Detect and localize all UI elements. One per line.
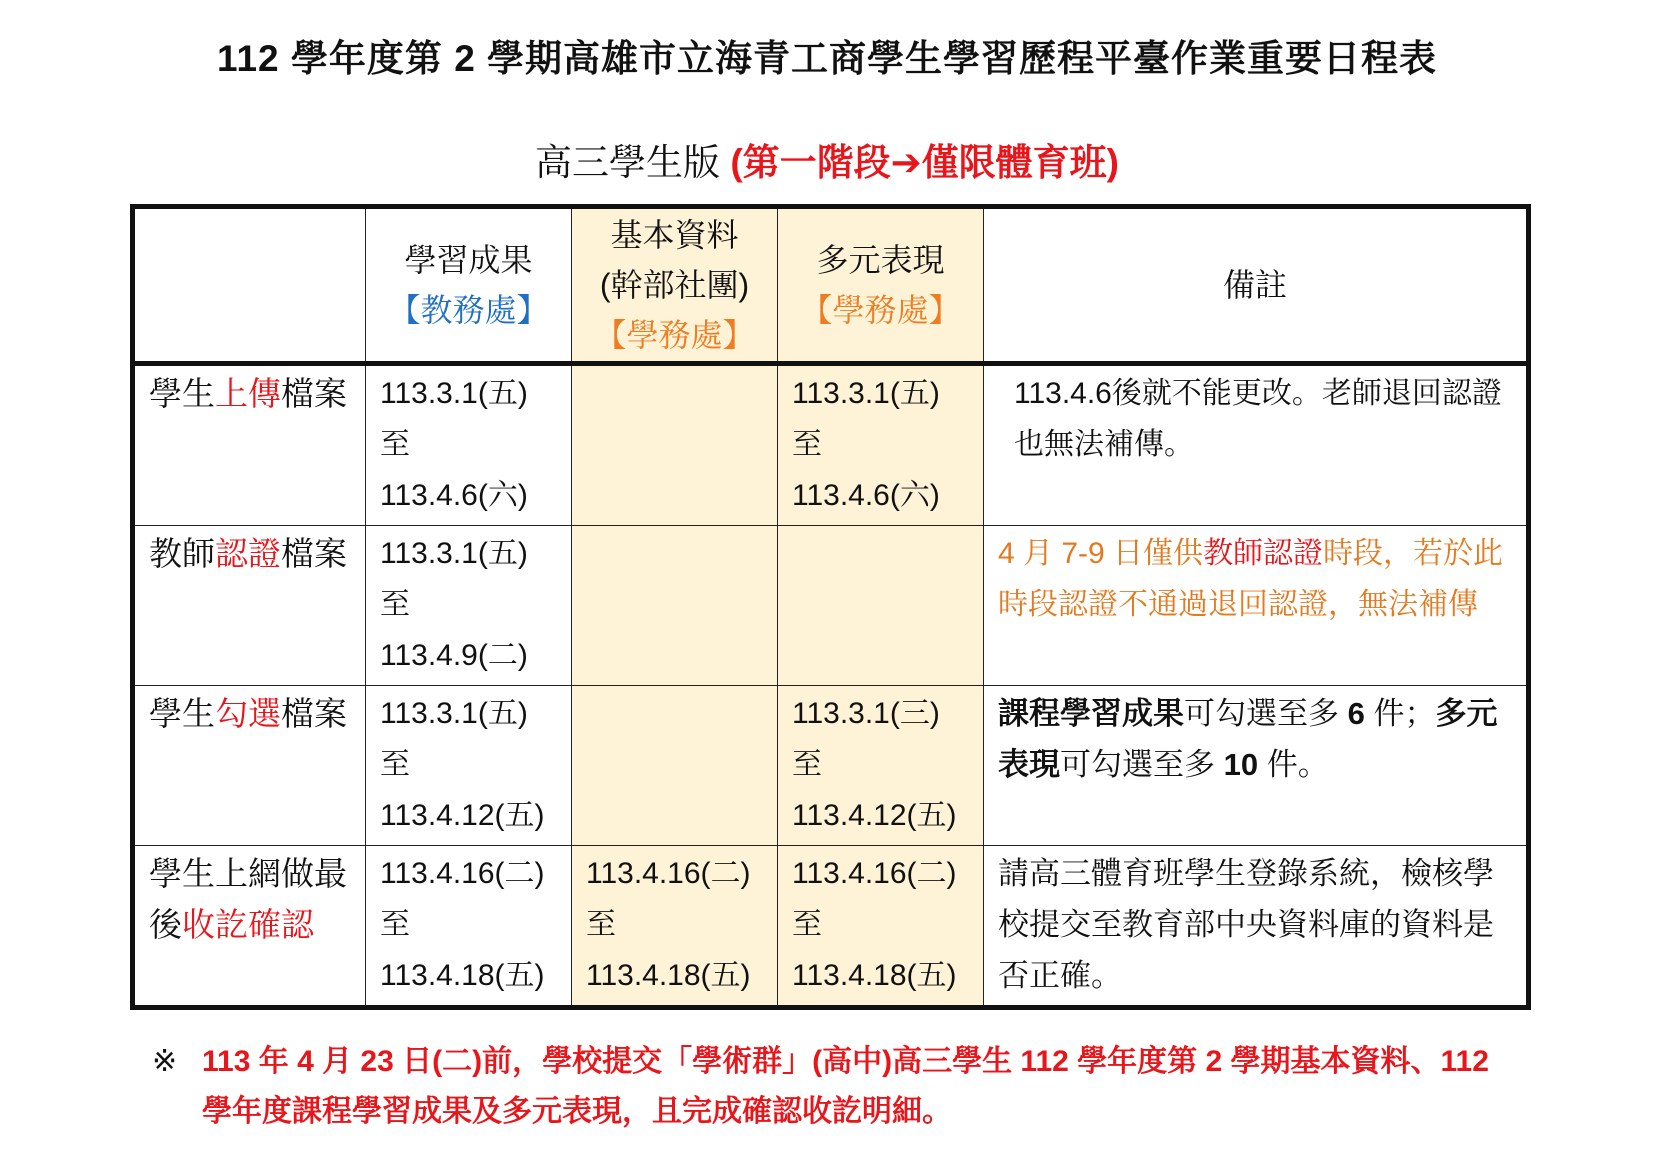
note-cell: 請高三體育班學生登錄系統，檢核學校提交至教育部中央資料庫的資料是否正確。 bbox=[984, 846, 1529, 1008]
row-label-pre: 學生 bbox=[149, 695, 215, 732]
table-row bbox=[133, 364, 1529, 526]
date-start: 113.3.1(三) bbox=[792, 697, 940, 730]
header-notes: 備註 bbox=[984, 207, 1529, 364]
header-diverse-label: 多元表現 bbox=[816, 242, 945, 278]
learning-date-cell bbox=[366, 846, 572, 1008]
header-learning bbox=[366, 207, 572, 364]
note-text-2: 件； bbox=[1364, 696, 1436, 731]
header-learning-label: 學習成果 bbox=[404, 242, 533, 278]
note-bold-1: 課程學習成果 bbox=[998, 696, 1184, 731]
row-label-highlight: 認證 bbox=[215, 535, 281, 572]
date-start: 113.4.16(二) bbox=[380, 857, 545, 890]
header-basic-line1: 基本資料 bbox=[610, 217, 739, 253]
subtitle-main: 高三學生版 bbox=[535, 142, 731, 183]
date-to: 至 bbox=[380, 428, 410, 461]
diverse-date-cell bbox=[778, 526, 984, 686]
date-to: 至 bbox=[792, 748, 822, 781]
basic-date-cell bbox=[572, 526, 778, 686]
row-label-pre: 教師 bbox=[149, 535, 215, 572]
note-text-1: 可勾選至多 bbox=[1184, 696, 1348, 731]
row-label-post: 檔案 bbox=[281, 375, 347, 412]
learning-date-cell bbox=[366, 364, 572, 526]
diverse-date-cell bbox=[778, 846, 984, 1008]
row-label-pre: 學生 bbox=[149, 375, 215, 412]
row-label bbox=[133, 364, 366, 526]
header-diverse bbox=[778, 207, 984, 364]
date-to: 至 bbox=[792, 428, 822, 461]
schedule-table bbox=[130, 204, 1531, 1010]
row-label bbox=[133, 686, 366, 846]
header-row bbox=[133, 207, 1529, 364]
header-learning-office: 【教務處】 bbox=[388, 292, 549, 328]
note-cell bbox=[984, 686, 1529, 846]
header-diverse-office: 【學務處】 bbox=[800, 292, 961, 328]
note-cell bbox=[984, 526, 1529, 686]
date-end: 113.4.6(六) bbox=[792, 479, 940, 512]
footnote-text: 113 年 4 月 23 日(二)前，學校提交「學術群」(高中)高三學生 112 學年度第 2 學期基本資料、112 學年度課程學習成果及多元表現，且完成確認收訖明細。 bbox=[202, 1045, 1489, 1128]
date-start: 113.3.1(五) bbox=[380, 697, 528, 730]
header-basic-line2: (幹部社團) bbox=[599, 267, 750, 303]
header-basic bbox=[572, 207, 778, 364]
note-bold-4: 10 bbox=[1223, 747, 1259, 782]
date-start: 113.3.1(五) bbox=[792, 377, 940, 410]
row-label-highlight: 勾選 bbox=[215, 695, 281, 732]
row-label-post: 檔案 bbox=[281, 535, 347, 572]
note-text-3: 可勾選至多 bbox=[1060, 747, 1224, 782]
note-pre: 4 月 7-9 日僅供 bbox=[998, 537, 1204, 570]
basic-date-cell bbox=[572, 364, 778, 526]
date-start: 113.3.1(五) bbox=[380, 537, 528, 570]
note-text-4: 件。 bbox=[1258, 747, 1329, 782]
row-label-pre: 學生上網做最後 bbox=[149, 855, 347, 943]
diverse-date-cell bbox=[778, 364, 984, 526]
date-to: 至 bbox=[380, 588, 410, 621]
table-row bbox=[133, 686, 1529, 846]
row-label-highlight: 上傳 bbox=[215, 375, 281, 412]
date-to: 至 bbox=[586, 908, 616, 941]
date-end: 113.4.12(五) bbox=[380, 799, 545, 832]
page-title: 112 學年度第 2 學期高雄市立海青工商學生學習歷程平臺作業重要日程表 bbox=[216, 38, 1438, 79]
header-empty bbox=[133, 207, 366, 364]
row-label-post: 檔案 bbox=[281, 695, 347, 732]
row-label-highlight: 收訖確認 bbox=[182, 906, 314, 943]
date-to: 至 bbox=[792, 908, 822, 941]
note-cell: 113.4.6後就不能更改。老師退回認證也無法補傳。 bbox=[984, 364, 1529, 526]
footnote bbox=[152, 1037, 1512, 1137]
date-end: 113.4.9(二) bbox=[380, 639, 528, 672]
date-end: 113.4.18(五) bbox=[792, 959, 957, 992]
reference-mark-icon: ※ bbox=[152, 1045, 178, 1078]
note-post: 時段，若於此時段認證不通過退回認證，無法補傳 bbox=[998, 537, 1504, 621]
date-end: 113.4.6(六) bbox=[380, 479, 528, 512]
date-to: 至 bbox=[380, 908, 410, 941]
date-end: 113.4.18(五) bbox=[586, 959, 751, 992]
table-row bbox=[133, 846, 1529, 1008]
date-end: 113.4.12(五) bbox=[792, 799, 957, 832]
row-label bbox=[133, 526, 366, 686]
subtitle-highlight: (第一階段➔僅限體育班) bbox=[730, 142, 1119, 183]
header-basic-office: 【學務處】 bbox=[594, 317, 755, 353]
note-bold-3: 多元表現 bbox=[998, 696, 1498, 782]
row-label bbox=[133, 846, 366, 1008]
diverse-date-cell bbox=[778, 686, 984, 846]
page-subtitle bbox=[0, 132, 1654, 186]
learning-date-cell bbox=[366, 526, 572, 686]
date-end: 113.4.18(五) bbox=[380, 959, 545, 992]
basic-date-cell bbox=[572, 846, 778, 1008]
note-bold-2: 6 bbox=[1347, 696, 1365, 731]
date-to: 至 bbox=[380, 748, 410, 781]
date-start: 113.4.16(二) bbox=[792, 857, 957, 890]
table-row bbox=[133, 526, 1529, 686]
date-start: 113.3.1(五) bbox=[380, 377, 528, 410]
learning-date-cell bbox=[366, 686, 572, 846]
note-highlight: 教師認證 bbox=[1203, 537, 1324, 570]
basic-date-cell bbox=[572, 686, 778, 846]
date-start: 113.4.16(二) bbox=[586, 857, 751, 890]
